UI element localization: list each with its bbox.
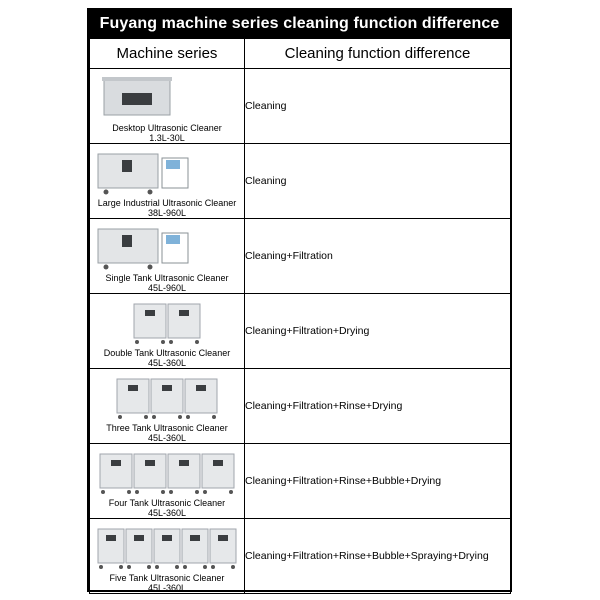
cleaning-function: Cleaning+Filtration — [245, 219, 511, 294]
table-row — [90, 444, 511, 519]
machine-name: Three Tank Ultrasonic Cleaner — [106, 423, 228, 433]
machine-capacity: 45L-360L — [147, 508, 187, 518]
table-row — [90, 144, 511, 219]
table-row — [90, 519, 511, 594]
cleaning-function: Cleaning+Filtration+Rinse+Drying — [245, 369, 511, 444]
page-title: Fuyang machine series cleaning function difference — [89, 10, 510, 38]
machine-capacity: 38L-960L — [147, 208, 187, 218]
machine-capacity: 45L-960L — [147, 283, 187, 293]
cleaning-function: Cleaning — [245, 144, 511, 219]
machine-name: Four Tank Ultrasonic Cleaner — [108, 498, 226, 508]
machine-capacity: 45L-360L — [147, 433, 187, 443]
table-row — [90, 219, 511, 294]
machine-cell — [90, 369, 245, 444]
header-cleaning-function: Cleaning function difference — [245, 39, 511, 69]
cleaning-function: Cleaning+Filtration+Drying — [245, 294, 511, 369]
cleaning-function: Cleaning+Filtration+Rinse+Bubble+Spraying+Drying — [245, 519, 511, 594]
machine-image — [92, 373, 242, 421]
machine-cell — [90, 69, 245, 144]
table-header-row — [90, 39, 511, 69]
machine-name: Desktop Ultrasonic Cleaner — [112, 123, 222, 133]
machine-image — [92, 448, 242, 496]
machine-name: Single Tank Ultrasonic Cleaner — [105, 273, 229, 283]
machine-name: Five Tank Ultrasonic Cleaner — [109, 573, 225, 583]
machine-image — [92, 73, 242, 121]
machine-image — [92, 223, 242, 271]
machine-cell — [90, 144, 245, 219]
machine-name: Double Tank Ultrasonic Cleaner — [103, 348, 231, 358]
machine-name: Large Industrial Ultrasonic Cleaner — [97, 198, 237, 208]
machine-image — [92, 523, 242, 571]
comparison-table — [89, 38, 511, 594]
machine-cell — [90, 519, 245, 594]
machine-capacity: 45L-360L — [147, 358, 187, 368]
table-row — [90, 69, 511, 144]
table-row — [90, 369, 511, 444]
machine-cell — [90, 444, 245, 519]
cleaning-function: Cleaning — [245, 69, 511, 144]
machine-capacity: 1.3L-30L — [149, 133, 185, 143]
machine-cell — [90, 219, 245, 294]
machine-image — [92, 298, 242, 346]
machine-image — [92, 148, 242, 196]
table-row — [90, 294, 511, 369]
machine-cell — [90, 294, 245, 369]
header-machine-series: Machine series — [90, 39, 245, 69]
cleaning-function: Cleaning+Filtration+Rinse+Bubble+Drying — [245, 444, 511, 519]
comparison-frame — [87, 8, 512, 592]
machine-capacity: 45L-360L — [147, 583, 187, 593]
